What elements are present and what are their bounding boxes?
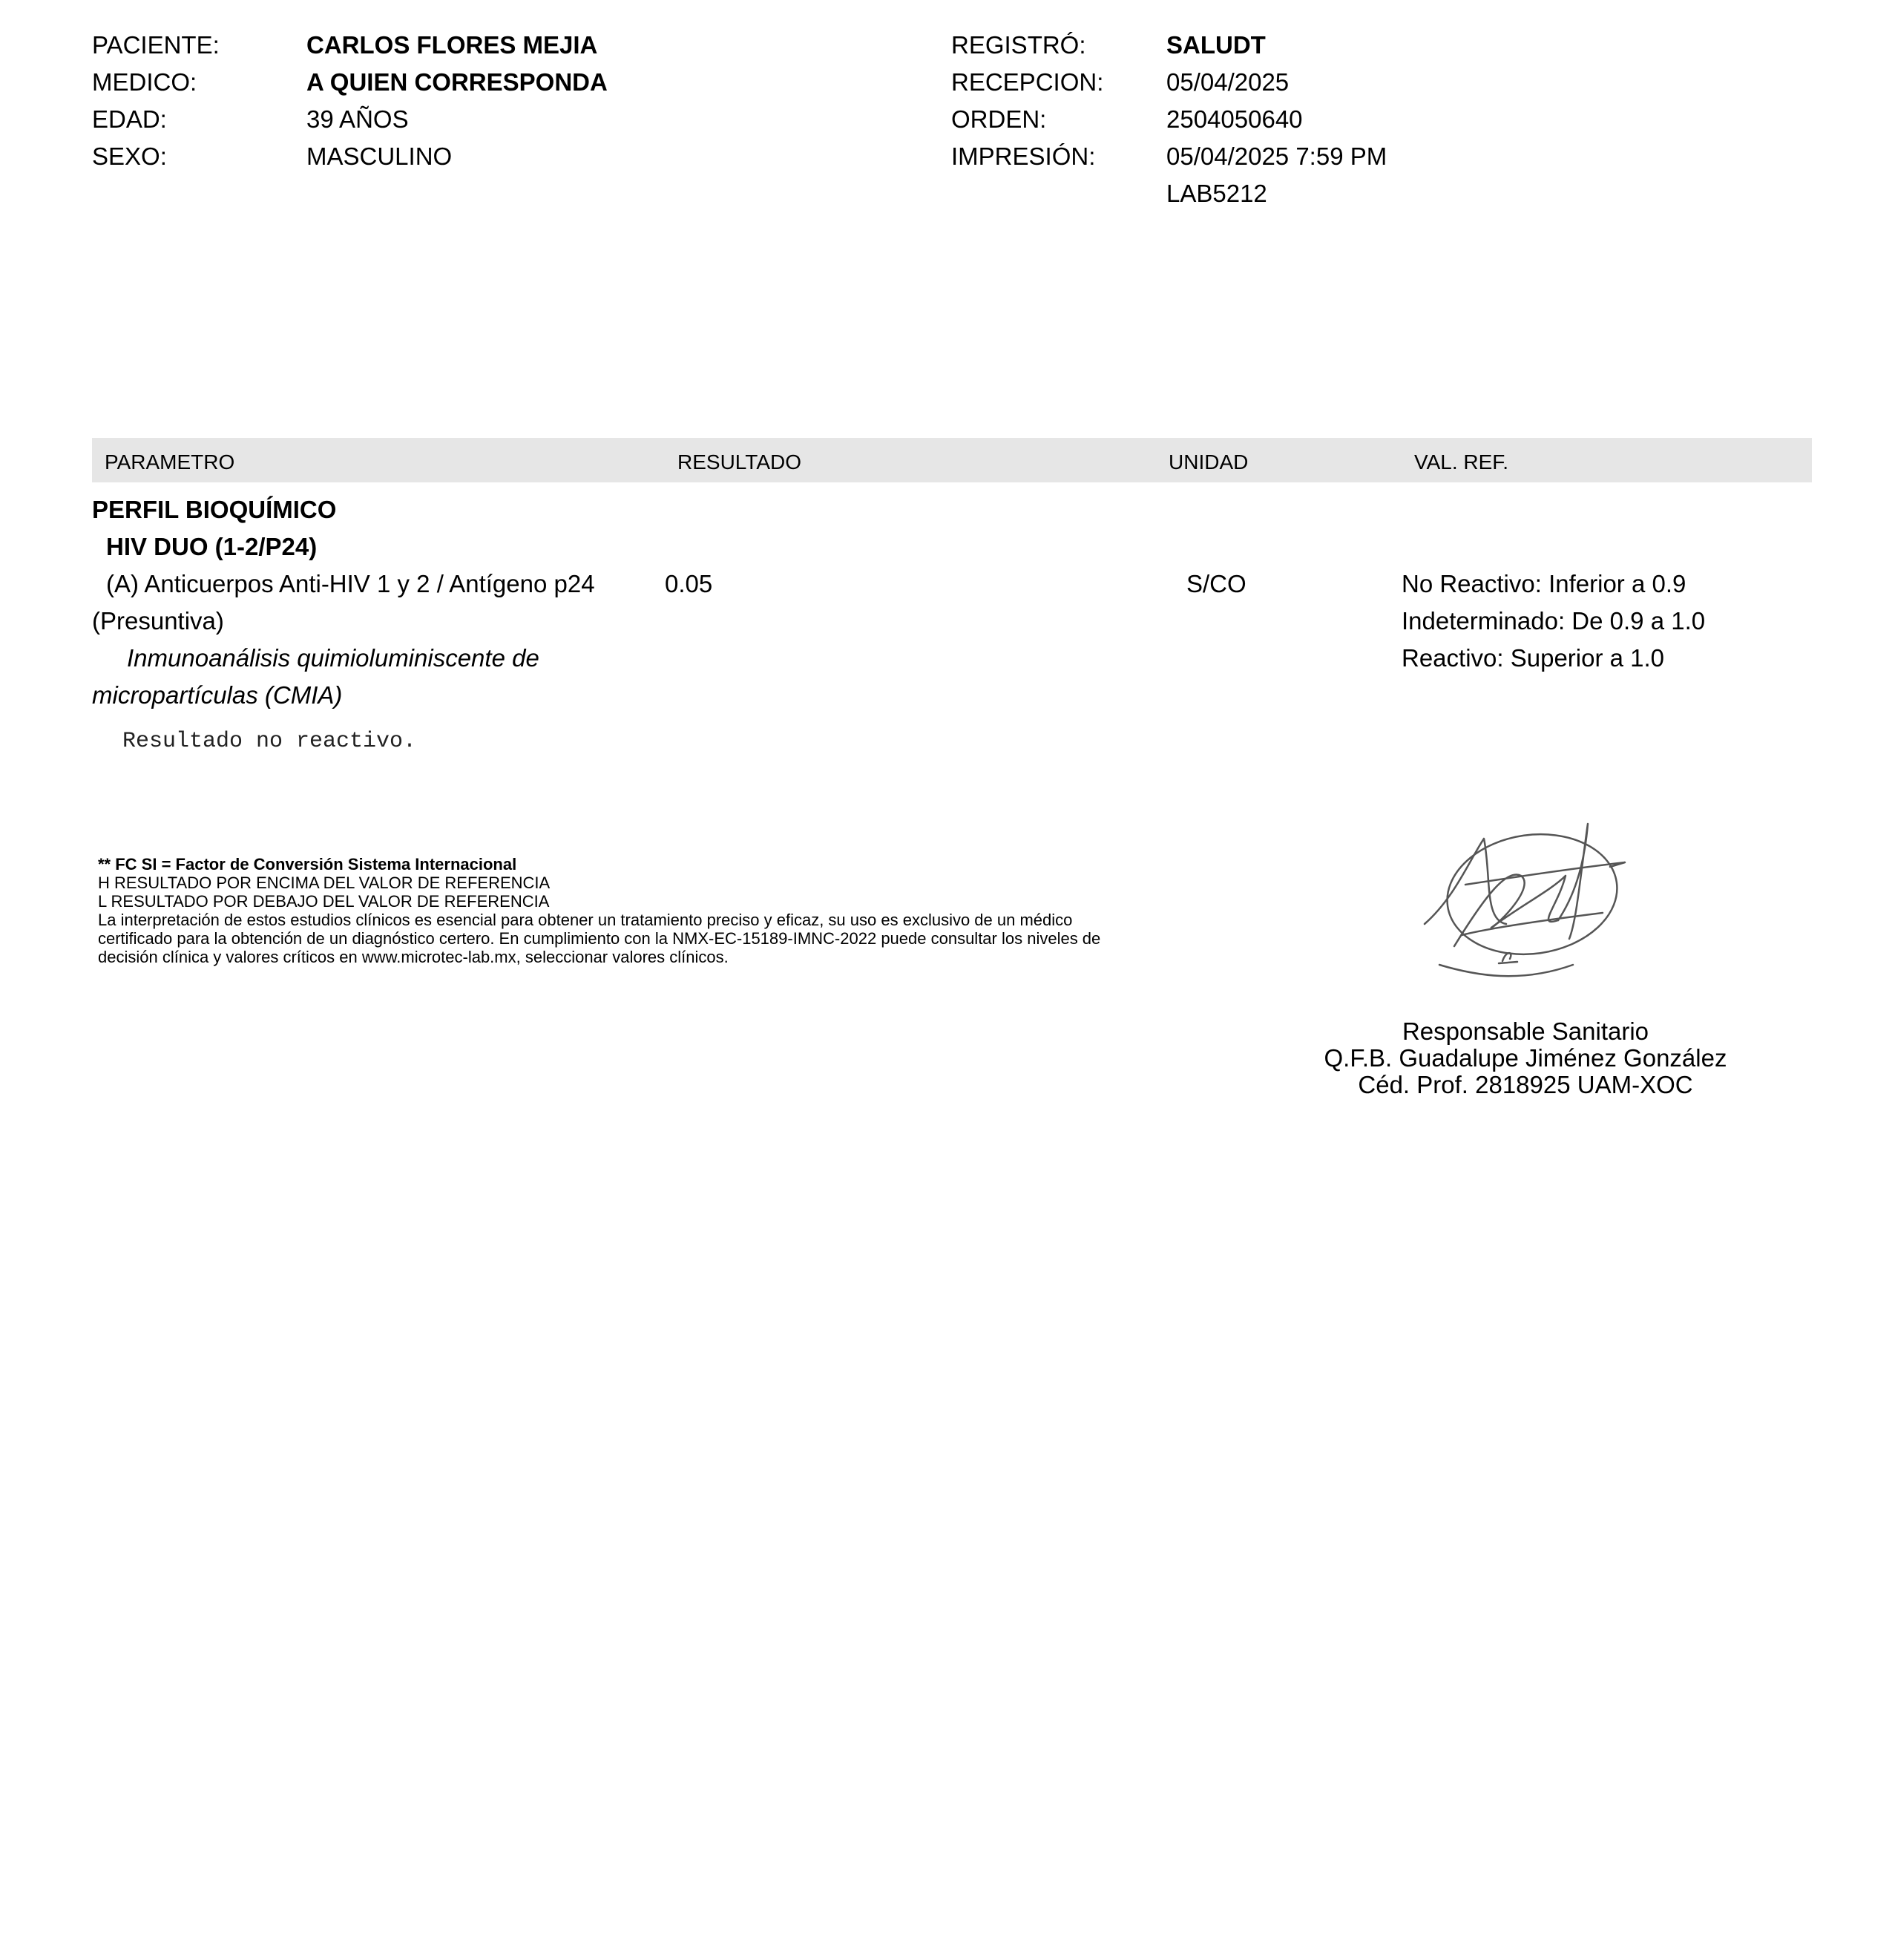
footnote-disclaimer: La interpretación de estos estudios clínicos es esencial para obtener un tratamiento preciso y eficaz, su uso es exclusivo de un médico xyxy=(98,911,1073,929)
signatory-name: Q.F.B. Guadalupe Jiménez González xyxy=(1324,1044,1727,1072)
lab-code: LAB5212 xyxy=(1166,180,1267,207)
order-label: ORDEN: xyxy=(951,105,1047,133)
signatory-role: Responsable Sanitario xyxy=(1402,1017,1649,1045)
reception-value: 05/04/2025 xyxy=(1166,68,1290,96)
sex-value: MASCULINO xyxy=(306,142,453,170)
footnote-low-result: L RESULTADO POR DEBAJO DEL VALOR DE REFERENCIA xyxy=(98,892,550,911)
footnote-disclaimer: decisión clínica y valores críticos en www.microtec-lab.mx, seleccionar valores clínicos. xyxy=(98,948,729,966)
registered-label: REGISTRÓ: xyxy=(951,31,1086,59)
parameter-name-continued: (Presuntiva) xyxy=(92,607,224,635)
result-comment: Resultado no reactivo. xyxy=(122,729,417,754)
sex-label: SEXO: xyxy=(92,142,167,170)
signatory-license: Céd. Prof. 2818925 UAM-XOC xyxy=(1358,1071,1693,1098)
unit-value: S/CO xyxy=(1186,570,1246,597)
footnote-disclaimer: certificado para la obtención de un diagnóstico certero. En cumplimiento con la NMX-EC-15189-IMNC-2022 puede consultar los niveles de xyxy=(98,929,1101,948)
doctor-value: A QUIEN CORRESPONDA xyxy=(306,68,608,96)
method-name: Inmunoanálisis quimioluminiscente de xyxy=(127,644,539,672)
column-header-unit: UNIDAD xyxy=(1169,450,1249,473)
column-header-result: RESULTADO xyxy=(677,450,801,473)
column-header-parameter: PARAMETRO xyxy=(105,450,235,473)
result-value: 0.05 xyxy=(665,570,713,597)
section-title: PERFIL BIOQUÍMICO xyxy=(92,496,337,523)
doctor-label: MEDICO: xyxy=(92,68,197,96)
order-value: 2504050640 xyxy=(1166,105,1303,133)
patient-value: CARLOS FLORES MEJIA xyxy=(306,31,598,59)
results-table-header xyxy=(92,438,1812,482)
age-label: EDAD: xyxy=(92,105,167,133)
parameter-name: (A) Anticuerpos Anti-HIV 1 y 2 / Antígeno p24 xyxy=(106,570,595,597)
handwritten-signature xyxy=(1410,816,1647,1002)
age-value: 39 AÑOS xyxy=(306,105,409,133)
registered-value: SALUDT xyxy=(1166,31,1266,59)
column-header-reference: VAL. REF. xyxy=(1414,450,1509,473)
reference-value-line: No Reactivo: Inferior a 0.9 xyxy=(1402,570,1686,597)
footnote-fc-si: ** FC SI = Factor de Conversión Sistema Internacional xyxy=(98,855,517,874)
print-label: IMPRESIÓN: xyxy=(951,142,1096,170)
reception-label: RECEPCION: xyxy=(951,68,1104,96)
method-name-continued: micropartículas (CMIA) xyxy=(92,681,343,709)
reference-value-line: Indeterminado: De 0.9 a 1.0 xyxy=(1402,607,1706,635)
patient-label: PACIENTE: xyxy=(92,31,220,59)
reference-value-line: Reactivo: Superior a 1.0 xyxy=(1402,644,1665,672)
print-value: 05/04/2025 7:59 PM xyxy=(1166,142,1387,170)
footnote-high-result: H RESULTADO POR ENCIMA DEL VALOR DE REFERENCIA xyxy=(98,874,551,892)
test-name: HIV DUO (1-2/P24) xyxy=(106,533,318,560)
